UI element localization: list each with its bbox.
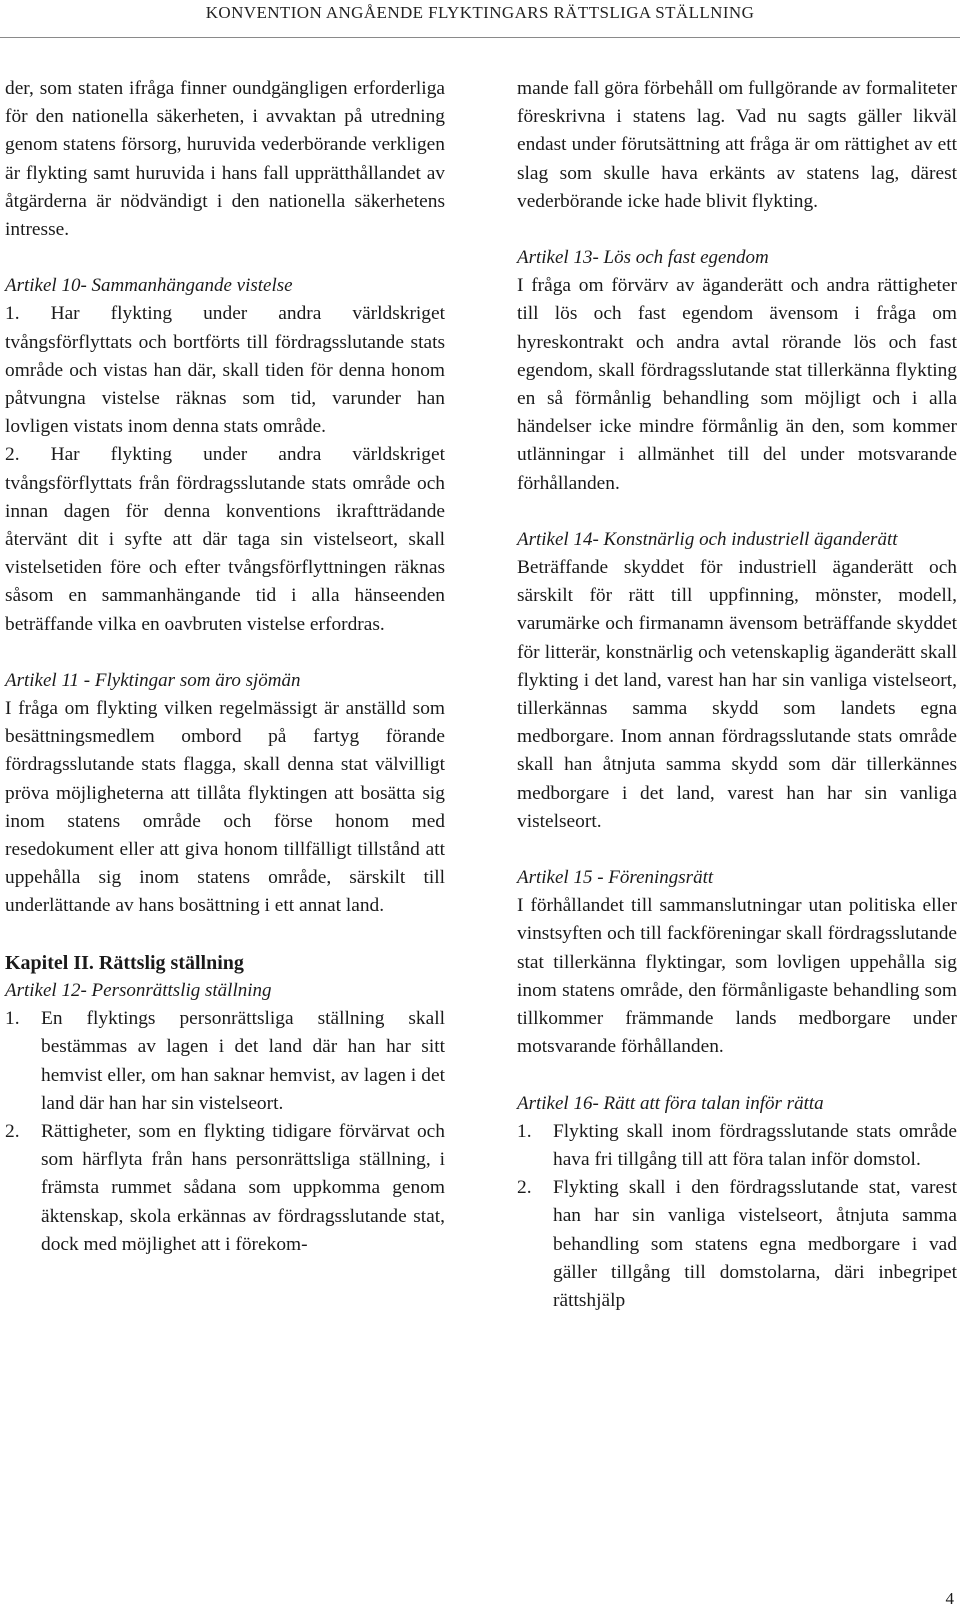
article-15-title: Artikel 15 - Föreningsrätt — [517, 867, 714, 889]
article-11-text: I fråga om flykting vilken regelmässigt är anställd som besättningsmedlem ombord på fartyg förande fördragsslutande stats flagga, skall denna stat välvilligt pröva möjligheterna att tillåta flyktingen att bosätta sig inom statens område och förse honom med resedokument eller att giva honom tillfälligt tillstånd att uppehålla sig inom statens område, särskilt till underlättande av hans bosättning i ett annat land. — [5, 698, 445, 917]
continuation-paragraph: der, som staten ifråga finner oundgängligen erforderliga för den nationella säkerheten, i avvaktan på utredning genom statens försorg, huruvida vederbörande verkligen är flykting samt huruvida i hans fall upprätthållandet av åtgärderna är nödvändigt i den nationella säkerhetens intresse. — [5, 78, 445, 241]
right-column — [517, 75, 957, 1315]
running-header: KONVENTION ANGÅENDE FLYKTINGARS RÄTTSLIGA STÄLLNING — [205, 3, 755, 22]
item-number: 2. — [5, 1120, 20, 1142]
article-13-title: Artikel 13- Lös och fast egendom — [517, 247, 769, 269]
item-text: Rättigheter, som en flykting tidigare förvärvat och som härflyta från hans personrättsliga ställning, i främsta rummet sådana som uppkomma genom äktenskap, skola erkännas av fördragsslutande stat, dock med möjlighet att i förekom- — [41, 1120, 445, 1255]
item-number: 1. — [5, 1008, 20, 1030]
article-16-title: Artikel 16- Rätt att föra talan inför rätta — [517, 1092, 824, 1114]
article-12-item-2 — [5, 1118, 445, 1259]
page-number: 4 — [945, 1589, 954, 1608]
article-10-paragraph-2: 2. Har flykting under andra världskriget tvångsförflyttats från fördragsslutande stats område och innan dagen för denna konventions ikraftträdande återvänt dit i syfte att där taga sin vistelseort, skall vistelsetiden före och efter tvångsförflyttningen räknas såsom en sammanhängande tid i alla hänseenden beträffande vilka en oavbruten vistelse erfordras. — [5, 444, 445, 635]
article-13-text: I fråga om förvärv av äganderätt och andra rättigheter till lös och fast egendom ävensom i fråga om hyreskontrakt och andra avtal rörande lös och fast egendom, skall fördragsslutande stat tillerkänna flykting en så förmånlig behandling som möjligt och i alla händelser icke mindre förmånlig än den, som kommer utlänningar i allmänhet till del under motsvarande förhållanden. — [517, 275, 957, 494]
continuation-paragraph: mande fall göra förbehåll om fullgörande av formaliteter föreskrivna i statens lag. Vad nu sagts gäller likväl endast under förutsättning att fråga är om rättighet av ett slag som skulle hava erkänts av statens lag, därest vederbörande icke hade blivit flykting. — [517, 78, 957, 212]
article-11-title: Artikel 11 - Flyktingar som äro sjömän — [5, 669, 301, 691]
article-12-item-1 — [5, 1005, 445, 1118]
header-rule — [0, 37, 960, 38]
article-14-title: Artikel 14- Konstnärlig och industriell äganderätt — [517, 528, 898, 550]
item-number: 1. — [517, 1120, 532, 1142]
item-number: 2. — [517, 1177, 532, 1199]
chapter-heading: Kapitel II. Rättslig ställning — [5, 951, 244, 974]
item-text: En flyktings personrättsliga ställning skall bestämmas av lagen i det land där han har sitt hemvist eller, om han saknar hemvist, av lagen i det land där han har sin vistelseort. — [41, 1008, 445, 1114]
article-10-paragraph-1: 1. Har flykting under andra världskriget tvångsförflyttats och bortförts till fördragsslutande stats område och vistas han där, skall tiden för denna honom påtvungna vistelse räknas som tid, varunder han lovligen vistats inom denna stats område. — [5, 303, 445, 438]
article-12-title: Artikel 12- Personrättslig ställning — [5, 979, 272, 1001]
article-15-text: I förhållandet till sammanslutningar utan politiska eller vinstsyften och till fackföreningar skall fördragsslutande stat tillerkänna flyktingar, som lovligen uppehålla sig inom statens område, den förmånligaste behandling som tillkommer främmande lands medborgare under motsvarande förhållanden. — [517, 895, 957, 1058]
article-16-item-1 — [517, 1118, 957, 1174]
article-16-item-2 — [517, 1174, 957, 1315]
item-text: Flykting skall i den fördragsslutande stat, varest han har sin vanliga vistelseort, åtnjuta samma behandling som statens egna medborgare i vad gäller tillgång till domstolarna, däri inbegripet rättshjälp — [553, 1177, 957, 1311]
article-10-title: Artikel 10- Sammanhängande vistelse — [5, 275, 293, 297]
article-14-text: Beträffande skyddet för industriell äganderätt och särskilt för rätt till uppfinning, mönster, modell, varumärke och firmanamn ävensom beträffande skyddet för litterär, konstnärlig och vetenskaplig äganderätt skall flykting i det land, varest han har sin vanliga vistelseort, tillerkännas samma skydd som landets egna medborgare. Inom annan fördragsslutande stats område skall han åtnjuta samma skydd som där tillerkännes medborgare i det land, varest han har sin vanliga vistelseort. — [517, 557, 957, 832]
left-column — [5, 75, 445, 1259]
item-text: Flykting skall inom fördragsslutande stats område hava fri tillgång till att föra talan inför domstol. — [553, 1120, 957, 1170]
